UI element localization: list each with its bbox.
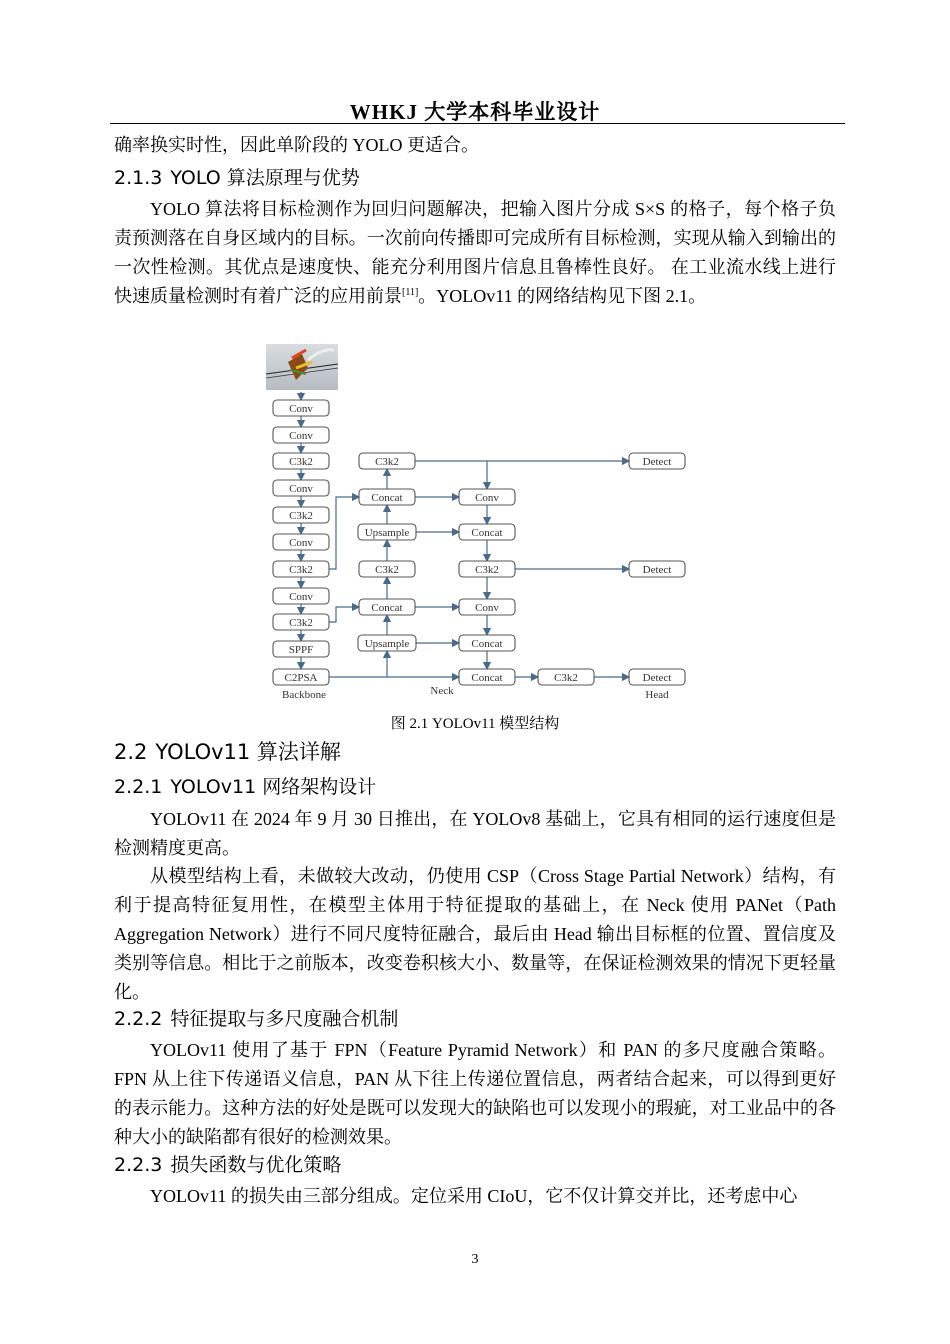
neck-right-node-1-label: Concat	[471, 527, 503, 539]
backbone-node-9-label: SPPF	[288, 644, 314, 656]
edge-arrow	[329, 607, 359, 622]
neck-right-node-4-label: Concat	[471, 638, 503, 650]
neck-right-node-1	[459, 524, 515, 540]
section-title: YOLOv11 算法详解	[155, 740, 341, 764]
neck-label: Neck	[430, 685, 454, 697]
neck-left-node-5	[358, 635, 416, 651]
section-number: 2.2.3	[114, 1154, 163, 1176]
neck-right-node-2	[459, 561, 515, 577]
section-heading-2-2-1	[114, 773, 376, 801]
paragraph-text: 。YOLOv11 的网络结构见下图 2.1。	[418, 286, 707, 306]
backbone-node-1	[273, 427, 329, 443]
backbone-node-6-label: C3k2	[289, 564, 313, 576]
section-number: 2.1.3	[114, 167, 163, 189]
neck-right-node-0-label: Conv	[475, 492, 499, 504]
backbone-node-0	[273, 400, 329, 416]
backbone-node-3-label: Conv	[289, 483, 313, 495]
backbone-node-7	[273, 588, 329, 604]
head-detect-node-0	[629, 453, 685, 469]
head-detect-node-0-label: Detect	[642, 456, 672, 468]
backbone-node-5-label: Conv	[289, 537, 313, 549]
neck-right-node-5	[459, 669, 515, 685]
paragraph: 确率换实时性，因此单阶段的 YOLO 更适合。	[114, 135, 479, 155]
head-detect-node-2-label: Detect	[642, 672, 672, 684]
head-detect-node-1-label: Detect	[642, 564, 672, 576]
paragraph-yolo-principle	[114, 195, 836, 311]
paragraph: YOLOv11 的损失由三部分组成。定位采用 CIoU，它不仅计算交并比，还考虑中心	[150, 1186, 798, 1206]
header-title: WHKJ 大学本科毕业设计	[349, 100, 601, 124]
backbone-node-9	[273, 641, 329, 657]
backbone-label: Backbone	[282, 689, 326, 701]
section-heading-2-1-3	[114, 164, 360, 192]
head-detect-node-1	[629, 561, 685, 577]
neck-bottom-c3k2-label: C3k2	[554, 672, 578, 684]
head-label: Head	[645, 689, 669, 701]
backbone-node-3	[273, 480, 329, 496]
neck-bottom-c3k2	[538, 669, 594, 685]
neck-right-node-4	[459, 635, 515, 651]
neck-left-node-1	[359, 489, 415, 505]
paragraph: YOLOv11 在 2024 年 9 月 30 日推出，在 YOLOv8 基础上，它具有相同的运行速度但是检测精度更高。	[114, 809, 836, 858]
backbone-node-5	[273, 534, 329, 550]
neck-left-node-1-label: Concat	[371, 492, 403, 504]
backbone-node-10-label: C2PSA	[284, 672, 318, 684]
backbone-node-2	[273, 453, 329, 469]
backbone-node-10	[273, 669, 329, 685]
backbone-node-7-label: Conv	[289, 591, 313, 603]
backbone-node-8-label: C3k2	[289, 617, 313, 629]
neck-left-node-5-label: Upsample	[364, 638, 410, 650]
head-detect-node-2	[629, 669, 685, 685]
neck-right-node-0	[459, 489, 515, 505]
section-number: 2.2.1	[114, 776, 163, 798]
neck-right-node-2-label: C3k2	[475, 564, 499, 576]
neck-right-node-3-label: Conv	[475, 602, 499, 614]
neck-right-node-3	[459, 599, 515, 615]
backbone-node-4	[273, 507, 329, 523]
backbone-node-8	[273, 614, 329, 630]
neck-left-node-0-label: C3k2	[375, 456, 399, 468]
figure-caption: 图 2.1 YOLOv11 模型结构	[390, 716, 560, 732]
section-title: 损失函数与优化策略	[170, 1154, 342, 1176]
backbone-node-4-label: C3k2	[289, 510, 313, 522]
neck-left-node-3	[359, 561, 415, 577]
neck-right-node-5-label: Concat	[471, 672, 503, 684]
paragraph-text: YOLO 算法将目标检测作为回归问题解决，把输入图片分成 S×S 的格子，每个格子负责预测落在自身区域内的目标。一次前向传播即可完成所有目标检测，实现从输入到输出的一次性检测。其优点是速度快、能充分利用图片信息且鲁棒性良好。 在工业流水线上进行快速质量检测时有着广泛的应用前景	[114, 199, 836, 306]
backbone-node-0-label: Conv	[289, 403, 313, 415]
section-title: YOLO 算法原理与优势	[170, 167, 360, 189]
backbone-node-2-label: C3k2	[289, 456, 313, 468]
header-rule	[110, 123, 845, 124]
neck-left-node-4	[359, 599, 415, 615]
neck-left-node-0	[359, 453, 415, 469]
section-heading-2-2-2	[114, 1005, 398, 1033]
paragraph: 从模型结构上看，未做较大改动，仍使用 CSP（Cross Stage Partial Network）结构，有利于提高特征复用性，在模型主体用于特征提取的基础上，在 Neck 使用 PANet（Path Aggregation Network）进行不同尺度特征融合，最后由 Head 输出目标框的位置、置信度及类别等信息。相比于之前版本，改变卷积核大小、数量等，在保证检测效果的情况下更轻量化。	[114, 866, 836, 1002]
neck-left-node-4-label: Concat	[371, 602, 403, 614]
page-number: 3	[471, 1252, 479, 1267]
backbone-node-1-label: Conv	[289, 430, 313, 442]
backbone-node-6	[273, 561, 329, 577]
section-number: 2.2	[114, 740, 148, 764]
neck-left-node-2	[358, 524, 416, 540]
section-title: 特征提取与多尺度融合机制	[170, 1008, 399, 1030]
citation: [11]	[402, 287, 419, 298]
input-image	[266, 344, 338, 390]
section-heading-2-2-3	[114, 1151, 341, 1179]
section-title: YOLOv11 网络架构设计	[170, 776, 377, 798]
section-heading-2-2	[114, 737, 341, 767]
yolov11-architecture-figure	[262, 340, 692, 702]
neck-left-node-3-label: C3k2	[375, 564, 399, 576]
neck-left-node-2-label: Upsample	[364, 527, 410, 539]
edge-arrow	[329, 497, 359, 569]
paragraph: YOLOv11 使用了基于 FPN（Feature Pyramid Network）和 PAN 的多尺度融合策略。FPN 从上往下传递语义信息，PAN 从下往上传递位置信息，两者结合起来，可以得到更好的表示能力。这种方法的好处是既可以发现大的缺陷也可以发现小的瑕疵，对工业品中的各种大小的缺陷都有很好的检测效果。	[114, 1040, 836, 1147]
section-number: 2.2.2	[114, 1008, 163, 1030]
